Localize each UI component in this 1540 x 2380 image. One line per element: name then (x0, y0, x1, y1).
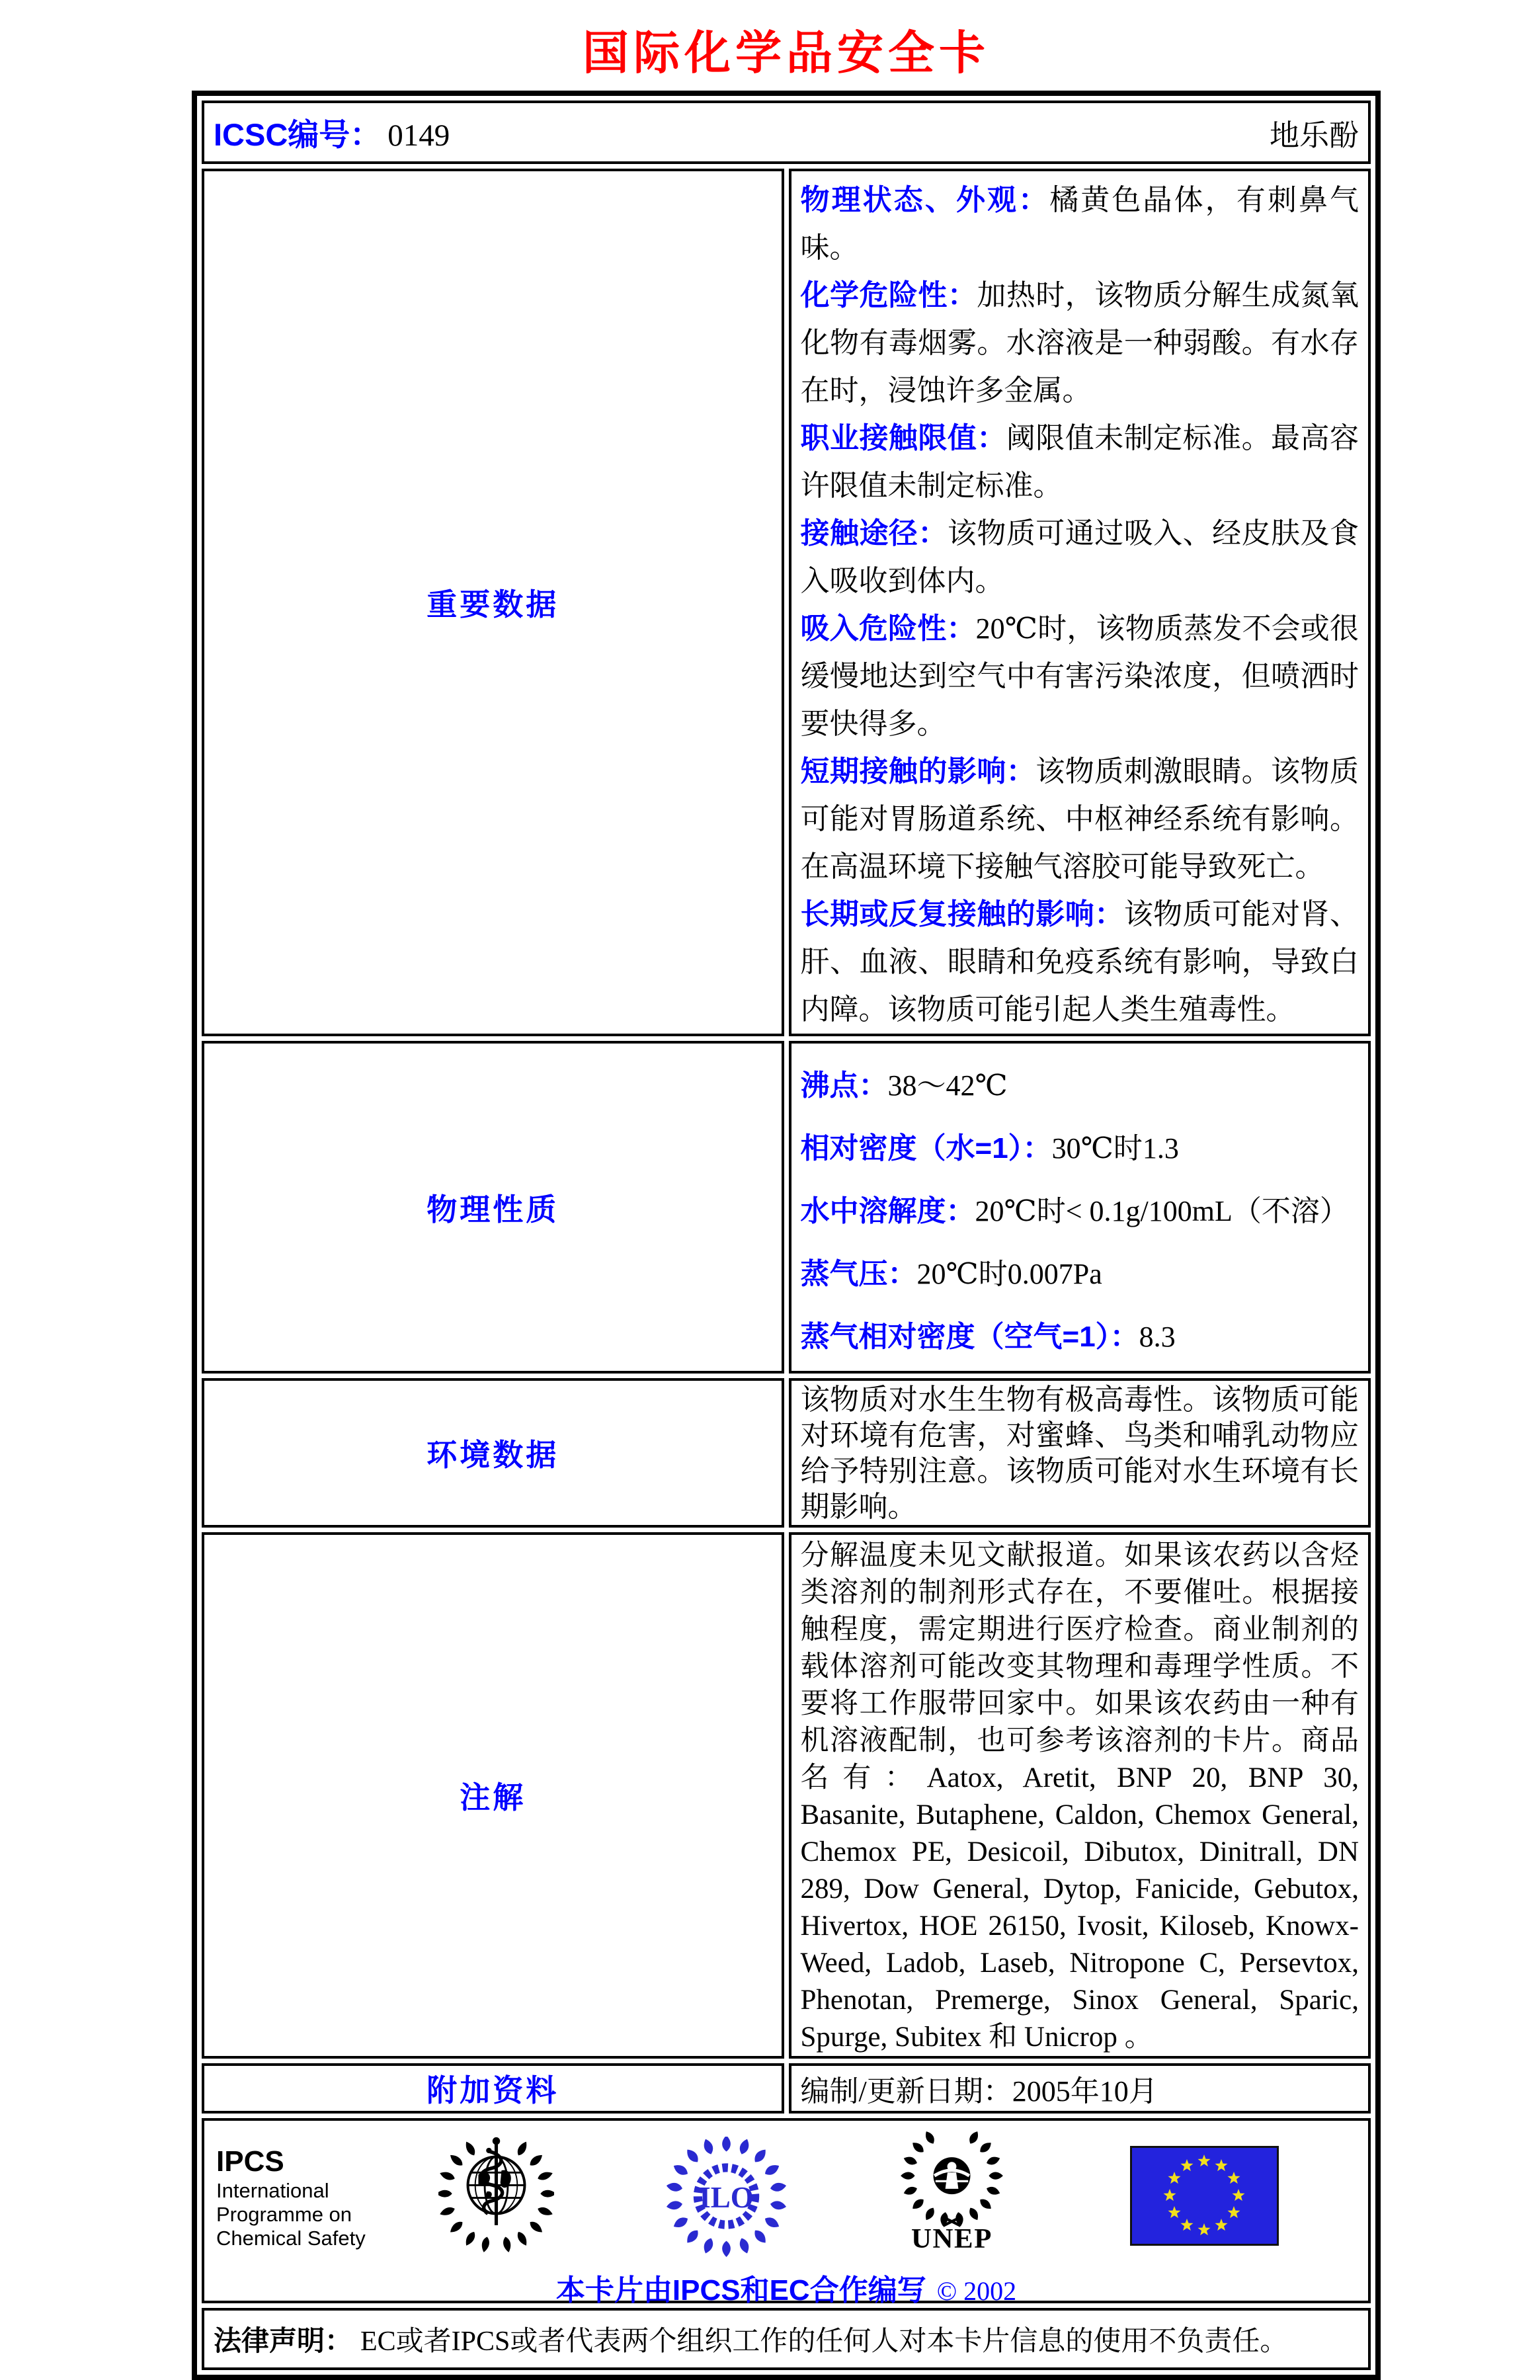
legal-row (202, 2308, 1371, 2370)
property (801, 1054, 1359, 1117)
icsc-number: 0149 (387, 118, 450, 153)
ilo-logo-icon (664, 2137, 789, 2257)
entry (801, 605, 1359, 748)
credit-line (204, 2266, 1368, 2309)
icsc-label: ICSC编号： (214, 116, 382, 152)
property-label: 沸点： (800, 1069, 888, 1102)
property (801, 1305, 1359, 1368)
property (801, 1117, 1359, 1180)
entry-text: 加热时，该物质分解生成氮氧化物有毒烟雾。水溶液是一种弱酸。有水存在时，浸蚀许多金属。 (800, 279, 1359, 407)
physical-properties-label: 物理性质 (202, 1041, 784, 1374)
property-value: 20℃时0.007Pa (916, 1258, 1102, 1290)
additional-info-label: 附加资料 (202, 2063, 784, 2113)
entry-label: 化学危险性： (800, 279, 977, 311)
safety-card-table (192, 91, 1381, 2380)
entry (801, 891, 1359, 1034)
entry-text: 20℃时，该物质蒸发不会或很缓慢地达到空气中有害污染浓度，但喷洒时要快得多。 (800, 612, 1359, 740)
entry (801, 177, 1359, 272)
entry-label: 职业接触限值： (800, 422, 1006, 454)
header-cell (202, 101, 1371, 164)
unep-text: UNEP (911, 2223, 993, 2253)
property-label: 蒸气相对密度（空气=1）： (800, 1321, 1139, 1353)
ipcs-line: Programme on (216, 2203, 352, 2226)
entry-label: 短期接触的影响： (800, 755, 1036, 788)
ilo-text: ILO (699, 2180, 754, 2214)
property-value: 8.3 (1139, 1321, 1176, 1353)
notes-content: 分解温度未见文献报道。如果该农药以含烃类溶剂的制剂形式存在，不要催吐。根据接触程度，需定期进行医疗检查。商业制剂的载体溶剂可能改变其物理和毒理学性质。不要将工作服带回家中。如果该农药由一种有机溶液配制，也可参考该溶剂的卡片。商品名有：Aatox, Aretit, BNP 20, BNP 30, Basanite, Butaphene, Caldon, Chemox General, Chemox PE, Desicoil, Dibutox, Dinitrall, DN 289, Dow General, Dytop, Fanicide, Gebutox, Hivertox, HOE 26150, Ivosit, Kiloseb, Knowx-Weed, Ladob, Laseb, Nitropone C, Persevtox, Phenotan, Premerge, Sinox General, Sparic, Spurge, Subitex 和 Unicrop 。 (789, 1532, 1371, 2059)
important-data-content (789, 169, 1371, 1036)
entry-text: 该物质刺激眼睛。该物质可能对胃肠道系统、中枢神经系统有影响。在高温环境下接触气溶胶可能导致死亡。 (800, 755, 1359, 883)
eu-flag-icon (1130, 2146, 1279, 2246)
physical-properties-row (202, 1041, 1371, 1374)
entry-label: 吸入危险性： (800, 612, 976, 645)
entry-label: 物理状态、外观： (800, 184, 1050, 216)
icsc-number-field (214, 110, 450, 155)
credit-text: 本卡片由IPCS和EC合作编写 (555, 2274, 926, 2307)
legal-label: 法律声明： (214, 2325, 353, 2356)
important-data-row (202, 169, 1371, 1036)
environment-data-label: 环境数据 (202, 1378, 784, 1528)
entry-text: 该物质可能对肾、肝、血液、眼睛和免疫系统有影响，导致白内障。该物质可能引起人类生殖毒性。 (800, 898, 1359, 1026)
entry-label: 接触途径： (800, 517, 948, 550)
entry-text: 橘黄色晶体，有刺鼻气味。 (800, 184, 1359, 264)
logos-row (202, 2118, 1371, 2303)
property-value: 30℃时1.3 (1051, 1132, 1179, 1165)
property-value: 38～42℃ (887, 1069, 1008, 1102)
entry (801, 415, 1359, 510)
entry (801, 272, 1359, 415)
additional-info-content: 编制/更新日期：2005年10月 (789, 2063, 1371, 2113)
important-data-label: 重要数据 (202, 169, 784, 1036)
entry-text: 该物质可通过吸入、经皮肤及食入吸收到体内。 (800, 517, 1359, 597)
entry-label: 长期或反复接触的影响： (800, 898, 1124, 930)
legal-cell (202, 2308, 1371, 2370)
who-logo-icon (438, 2129, 554, 2254)
unep-logo-icon (897, 2130, 1006, 2253)
additional-info-row (202, 2063, 1371, 2113)
entry (801, 748, 1359, 891)
property-label: 相对密度（水=1）： (800, 1132, 1052, 1165)
ipcs-line: International (216, 2179, 329, 2202)
property (801, 1180, 1359, 1243)
chemical-name: 地乐酚 (1269, 118, 1359, 152)
ipcs-text-block (216, 2145, 366, 2250)
header-row (202, 101, 1371, 164)
entry (801, 510, 1359, 605)
physical-properties-content (789, 1041, 1371, 1374)
page-title: 国际化学品安全卡 (583, 27, 990, 79)
environment-data-content: 该物质对水生生物有极高毒性。该物质可能对环境有危害，对蜜蜂、鸟类和哺乳动物应给予特别注意。该物质可能对水生环境有长期影响。 (789, 1378, 1371, 1528)
property-value: 20℃时< 0.1g/100mL（不溶） (975, 1195, 1349, 1227)
property-label: 水中溶解度： (800, 1195, 975, 1227)
credit-copyright: © 2002 (936, 2276, 1017, 2306)
property (801, 1243, 1359, 1305)
environment-data-row (202, 1378, 1371, 1528)
entry-text: 阈限值未制定标准。最高容许限值未制定标准。 (800, 422, 1359, 502)
ipcs-acronym: IPCS (216, 2145, 284, 2178)
notes-label: 注解 (202, 1532, 784, 2059)
logos-cell (202, 2118, 1371, 2307)
legal-text: EC或者IPCS或者代表两个组织工作的任何人对本卡片信息的使用不负责任。 (360, 2326, 1288, 2357)
property-label: 蒸气压： (800, 1258, 917, 1290)
ipcs-line: Chemical Safety (216, 2227, 366, 2250)
notes-row (202, 1532, 1371, 2059)
